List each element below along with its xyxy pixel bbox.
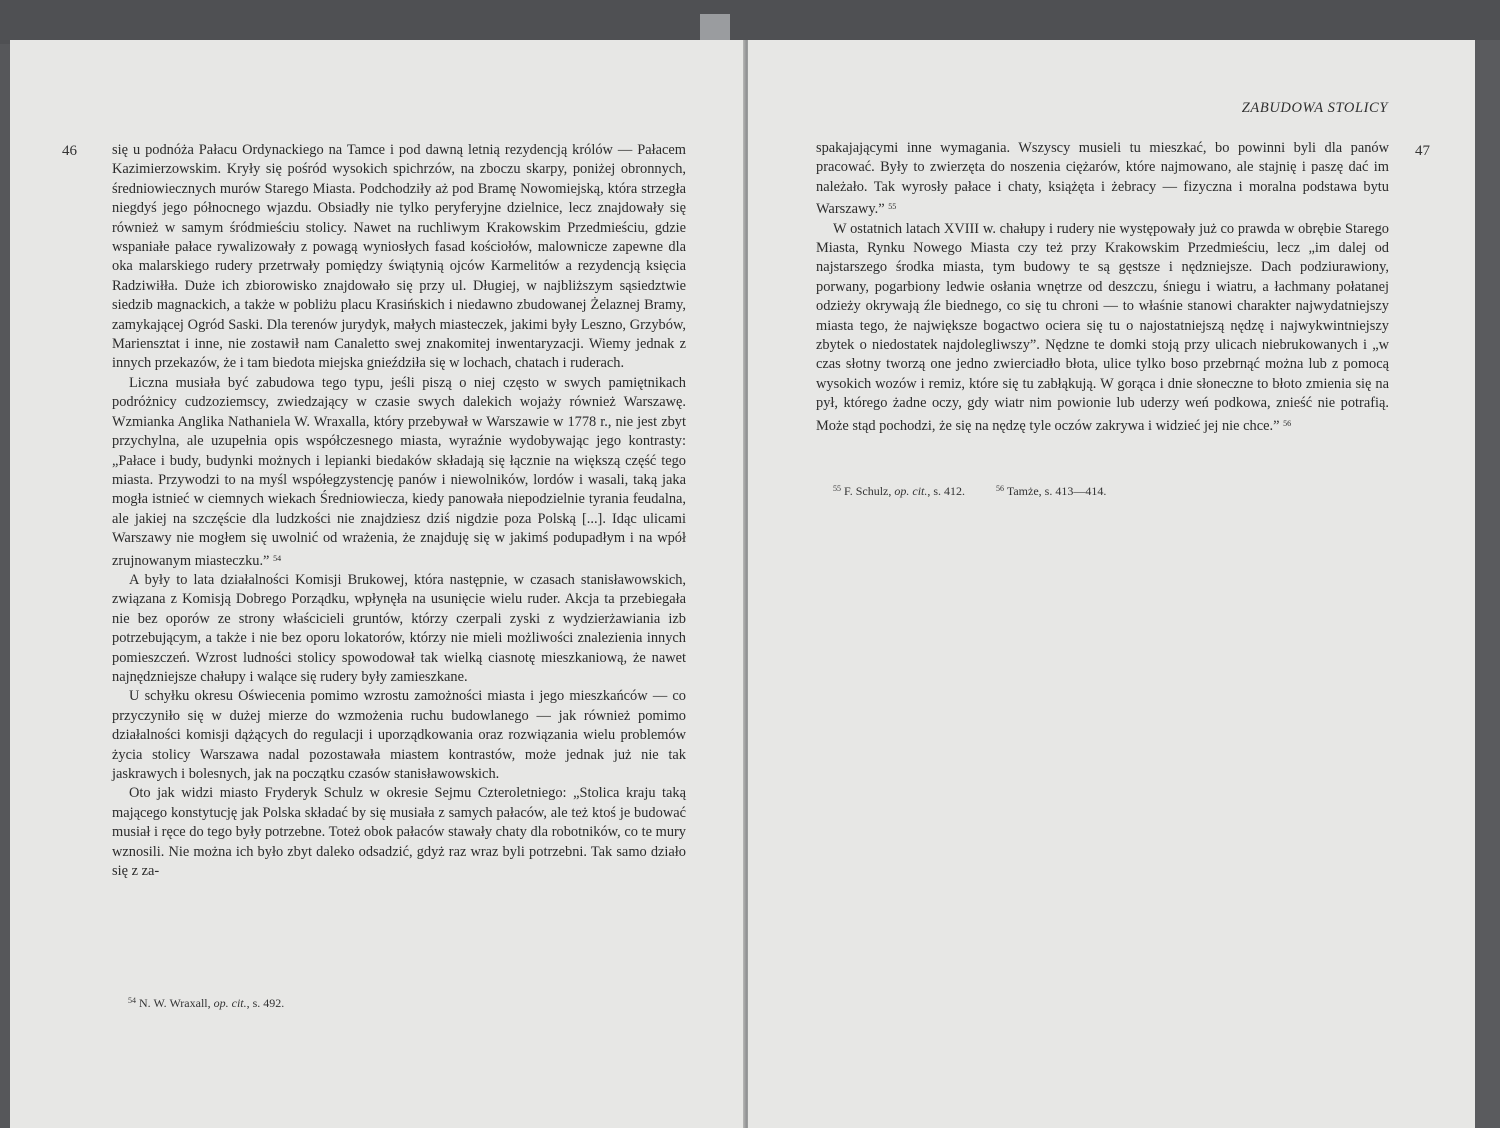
paragraph: W ostatnich latach XVIII w. chałupy i rudery nie występowały już co prawda w obrębie Starego Miasta, Rynku Nowego Miasta czy też przy Krakowskim Przedmieściu, lecz „im dalej od najstarszego środka miasta, tym budowy te są gęstsze i nędzniejsze. Dach podziurawiony, porwany, pogarbiony ledwie osłania wnętrze od deszczu, śniegu i wiatru, a łachmany połatanej odzieży okrywają źle biednego, co się tu chroni — to właśnie stanowi charakter najwydatniejszy miasta tego, że największe bogactwo ociera się tu o najostatniejszą nędzę i najwykwintniejszy zbytek o niedostatek najdolegliwszy”. Nędzne te domki stoją przy ulicach niebrukowanych i „w czas słotny tworzą one jedno zwierciadło błota, ulice tylko boso przebrnąć można lub z pomocą wysokich wozów i remiz, które się tu zabłąkują. W gorąca i dnie słoneczne to błoto zmienia się na pył, którego żadne oczy, gdy wiatr nim powionie lub uderzy weń podkowa, znieść nie potrafią. Może stąd pochodzi, że się na nędzę tyle oczów zakrywa i widzieć jej nie chce.” $^{56}$ [816, 220, 1389, 434]
footnote-54: $^{54}$ N. W. Wraxall, op. cit., s. 492. [128, 996, 285, 1010]
right-body-text [816, 139, 1389, 436]
paragraph: U schyłku okresu Oświecenia pomimo wzrostu zamożności miasta i jego mieszkańców — co przyczyniło się w dużej mierze do wzmożenia ruchu budowlanego — jak również pomimo działalności komisji dążących do regulacji i uporządkowania oraz rozwiązania wielu problemów życia stolicy Warszawa nadal pozostawała miastem kontrastów, może jednak już nie tak jaskrawych i bolesnych, jak na początku czasów stanisławowskich. [112, 688, 686, 782]
footnote-55: $^{55}$ F. Schulz, op. cit., s. 412. [833, 484, 966, 498]
paragraph: Liczna musiała być zabudowa tego typu, jeśli piszą o niej często w swych pamiętnikach podróżnicy cudzoziemscy, zwiedzający w czasie swych dalekich wojaży również Warszawę. Wzmianka Anglika Nathaniela W. Wraxalla, który przebywał w Warszawie w 1778 r., nie jest zbyt przychylna, ale uzupełnia opis współczesnego miasta, wyraźnie wydobywając jego kontrasty: „Pałace i budy, budynki możnych i lepianki biedaków składają się łącznie na większą część tego miasta. Przywodzi to na myśl współegzystencję panów i niewolników, lordów i wasali, taką jaka mogła istnieć w ciemnych wiekach Średniowiecza, kiedy panowała niepodzielnie tyrania feudalna, ale jakiej na szczęście dla ludzkości nie znajdziesz dziś nigdzie poza Polską [...]. Idąc ulicami Warszawy nie mogłem się uwolnić od wrażenia, że znajduję się w jakimś podupadłym i na wpół zrujnowanym miasteczku.” $^{54}$ [112, 374, 686, 569]
footnotes-right [833, 484, 1134, 499]
footnote-ref: 55 [888, 202, 897, 212]
paragraph: się u podnóża Pałacu Ordynackiego na Tamce i pod dawną letnią rezydencją królów — Pałacem Kazimierzowskim. Kryły się pośród wysokich spichrzów, na zboczu skarpy, poniżej obronnych, średniowiecznych murów Starego Miasta. Podchodziły aż pod Bramę Nowomiejską, która strzegła niegdyś jego północnego wjazdu. Obsiadły nie tylko peryferyjne dzielnice, lecz znajdowały się również w samym śródmieściu stolicy. Nawet na ruchliwym Krakowskim Przedmieściu, gdzie wspaniałe pałace rywalizowały z powagą wyniosłych fasad kościołów, malownicze zapewne dla oka malarskiego rudery przetrwały pomiędzy świątynią ojców Karmelitów a rezydencją księcia Radziwiłła. Duże ich zbiorowisko znajdowało się przy ul. Długiej, w najbliższym sąsiedztwie siedzib magnackich, a także w pobliżu placu Krasińskich i niedawno zbudowanej Żelaznej Bramy, zamykającej Ogród Saski. Dla terenów jurydyk, małych miasteczek, jakimi były Leszno, Grzybów, Mariensztat i inne, nie zostawił nam Canaletto swej znakomitej inwentaryzacji. Wiemy jednak z innych przekazów, że i tam biedota miejska gnieździła się w lochach, chatach i ruderach. [112, 142, 686, 372]
footnote-ref: 54 [273, 553, 282, 563]
left-body-text [112, 141, 686, 881]
paragraph: Oto jak widzi miasto Fryderyk Schulz w okresie Sejmu Czteroletniego: „Stolica kraju taką mającego konstytucję jak Polska składać by się musiała z samych pałaców, ale też ktoś je budować musiał i ręce do tego były potrzebne. Toteż obok pałaców stawały chaty dla robotników, co te mury wznosili. Nie można ich było zbyt daleko odsadzić, gdyż raz wraz byli potrzebni. Tak samo działo się z za- [112, 785, 686, 880]
footnote-ref: 56 [1283, 418, 1292, 428]
page-number-right: 47 [1415, 143, 1430, 159]
scan-background-right [1475, 40, 1500, 1128]
scan-background-top [0, 0, 1500, 44]
running-head: ZABUDOWA STOLICY [1241, 100, 1388, 116]
paragraph: spakajającymi inne wymagania. Wszyscy musieli tu mieszkać, bo powinni byli dla panów pracować. Były to zwierzęta do noszenia ciężarów, które najmowano, ale stajnię i paszę dać im należało. Tak wyrosły pałace i chaty, książęta i żebracy — fizyczna i moralna podstawa bytu Warszawy.” $^{55}$ [816, 140, 1389, 218]
footnote-56: $^{56}$ Tamże, s. 413—414. [996, 484, 1107, 498]
paragraph: A były to lata działalności Komisji Brukowej, która następnie, w czasach stanisławowskich, związana z Komisją Dobrego Porządku, wpłynęła na usunięcie wielu ruder. Akcja ta przebiegała nie bez oporów ze strony właścicieli gruntów, którzy czerpali zyski z wydzierżawiania izb potrzebującym, a także i nie bez oporu lokatorów, którzy nie mieli możliwości znalezienia innych pomieszczeń. Wzrost ludności stolicy spowodował tak wielką ciasnotę mieszkaniową, że nawet najnędzniejsze chałupy i walące się rudery były zamieszkane. [112, 571, 686, 685]
right-page [748, 40, 1475, 1128]
left-page [10, 40, 745, 1128]
page-number-left: 46 [62, 143, 77, 159]
